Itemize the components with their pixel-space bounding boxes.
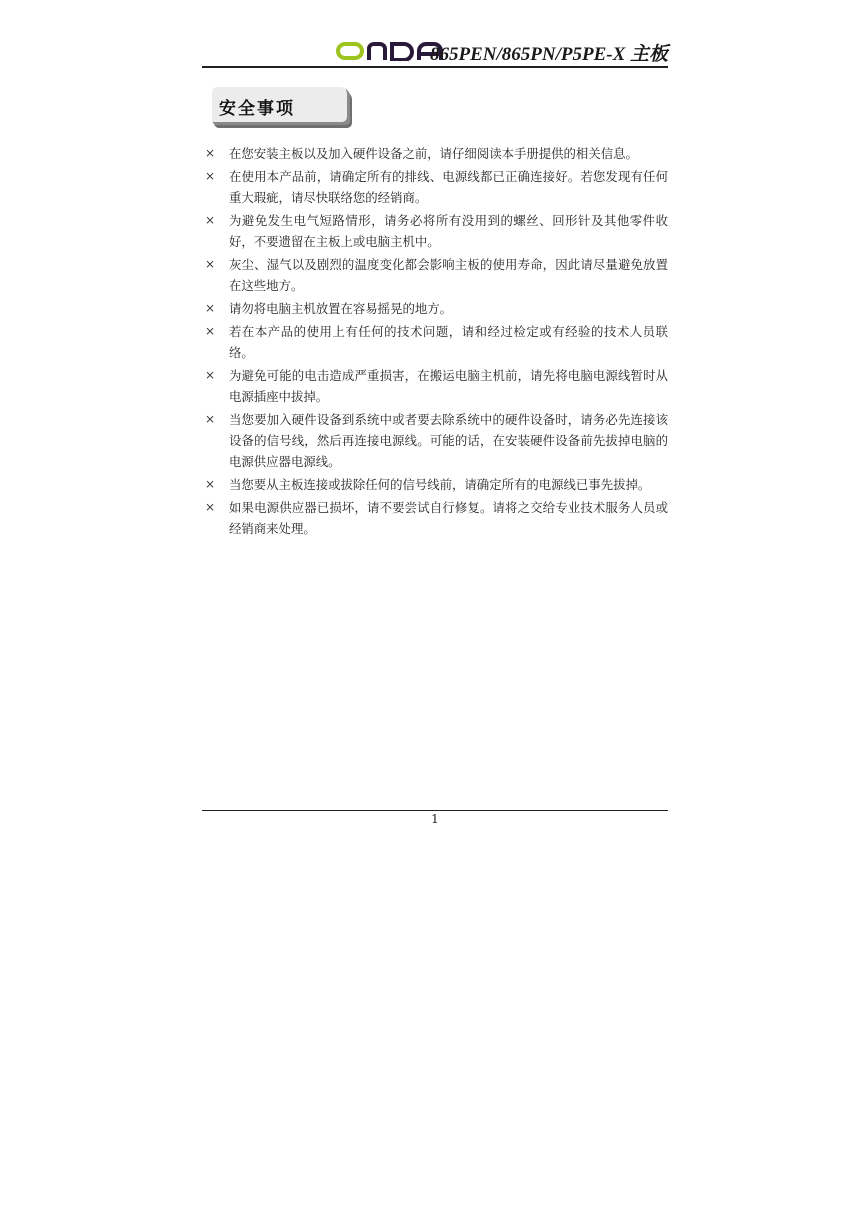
list-item [202, 143, 668, 164]
list-item [202, 166, 668, 208]
bullet-mark-icon: × [205, 412, 216, 426]
bullet-mark-icon: × [205, 301, 216, 315]
bullet-mark-icon: × [205, 257, 216, 271]
bullet-mark-icon: × [205, 146, 216, 160]
list-item [202, 409, 668, 472]
bullet-mark-icon: × [205, 368, 216, 382]
bullet-mark-icon: × [205, 324, 216, 338]
list-item [202, 321, 668, 363]
section-title: 安全事项 [219, 99, 295, 119]
notice-text: 灰尘、湿气以及剧烈的温度变化都会影响主板的使用寿命，因此请尽量避免放置在这些地方。 [229, 257, 668, 293]
list-item [202, 210, 668, 252]
page-number: 1 [431, 812, 439, 826]
bullet-mark-icon: × [205, 169, 216, 183]
notice-text: 为避免可能的电击造成严重损害，在搬运电脑主机前，请先将电脑电源线暂时从电源插座中拔掉。 [229, 368, 668, 404]
bullet-mark-icon: × [205, 477, 216, 491]
notice-text: 当您要从主板连接或拔除任何的信号线前，请确定所有的电源线已事先拔掉。 [229, 477, 651, 492]
footer-divider [202, 810, 668, 811]
notice-text: 在使用本产品前，请确定所有的排线、电源线都已正确连接好。若您发现有任何重大瑕疵，请尽快联络您的经销商。 [229, 169, 668, 205]
model-title: 865PEN/865PN/P5PE-X 主板 [429, 44, 668, 65]
list-item [202, 254, 668, 296]
notice-text: 请勿将电脑主机放置在容易摇晃的地方。 [229, 301, 453, 316]
page-header [202, 38, 668, 66]
notice-text: 为避免发生电气短路情形，请务必将所有没用到的螺丝、回形针及其他零件收好，不要遗留在主板上或电脑主机中。 [229, 213, 668, 249]
header-divider [202, 66, 668, 68]
notice-text: 若在本产品的使用上有任何的技术问题，请和经过检定或有经验的技术人员联络。 [229, 324, 668, 360]
list-item [202, 298, 668, 319]
bullet-mark-icon: × [205, 213, 216, 227]
notice-text: 在您安装主板以及加入硬件设备之前，请仔细阅读本手册提供的相关信息。 [229, 146, 638, 161]
safety-notice-list [202, 143, 668, 541]
section-heading [212, 87, 350, 125]
notice-text: 当您要加入硬件设备到系统中或者要去除系统中的硬件设备时，请务必先连接该设备的信号线，然后再连接电源线。可能的话，在安装硬件设备前先拔掉电脑的电源供应器电源线。 [229, 412, 668, 469]
bullet-mark-icon: × [205, 500, 216, 514]
list-item [202, 474, 668, 495]
list-item [202, 497, 668, 539]
list-item [202, 365, 668, 407]
notice-text: 如果电源供应器已损坏，请不要尝试自行修复。请将之交给专业技术服务人员或经销商来处理。 [229, 500, 668, 536]
